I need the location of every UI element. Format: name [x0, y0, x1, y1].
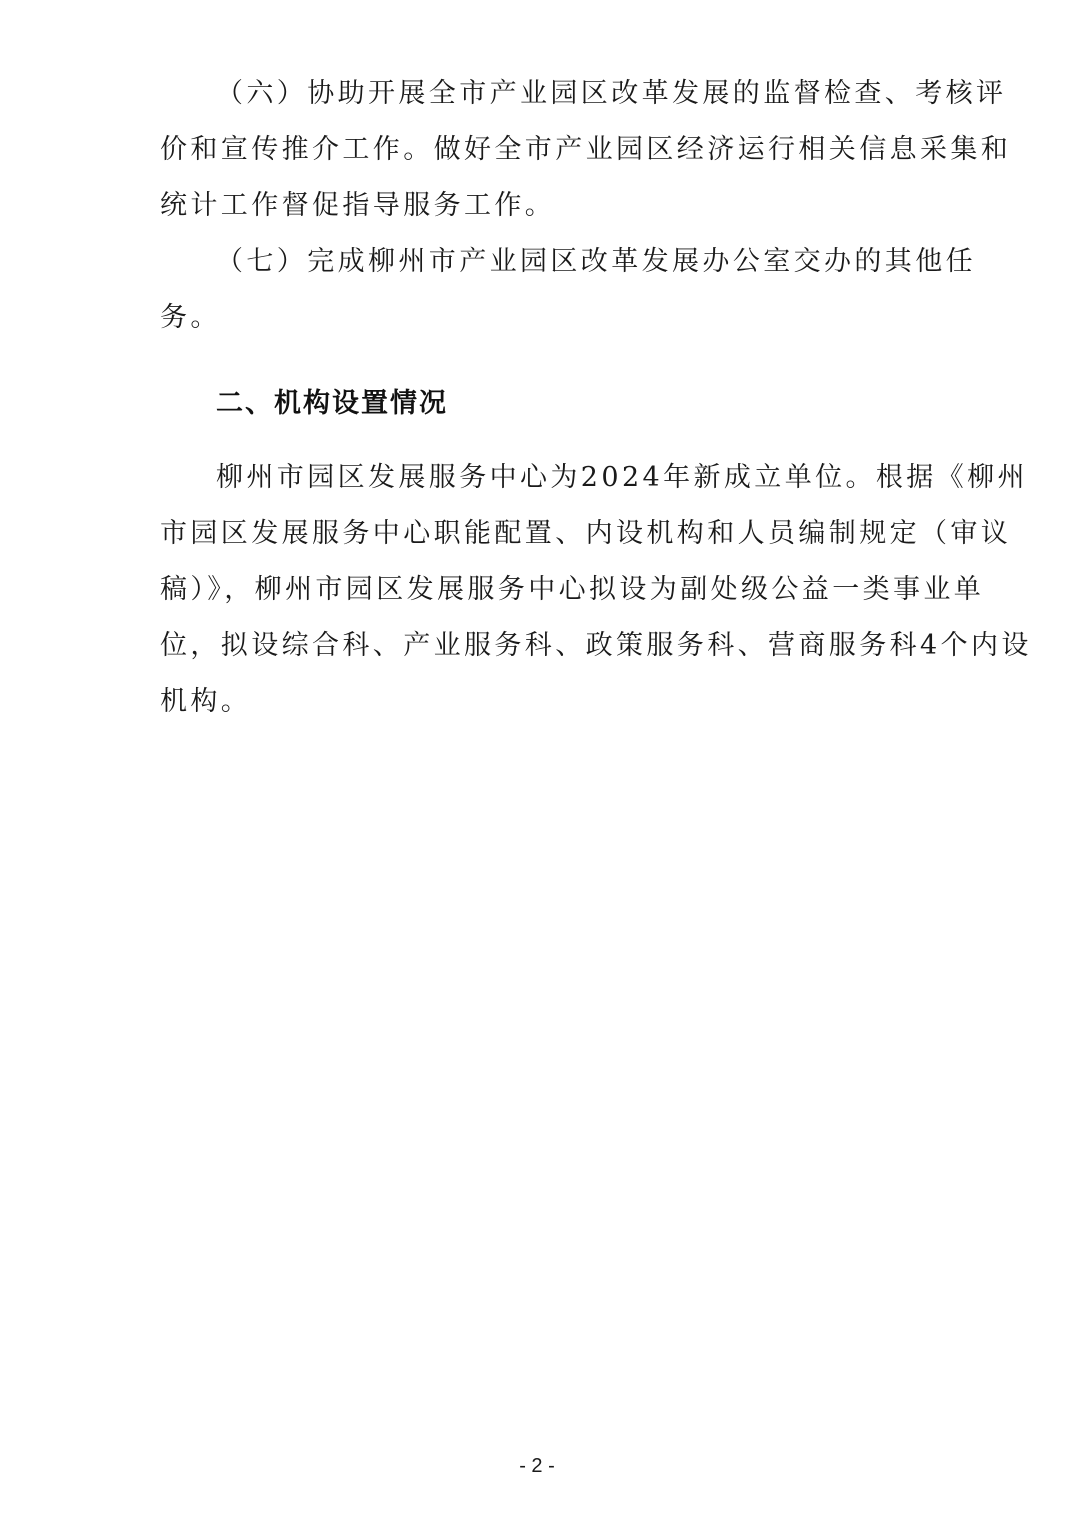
- paragraph-line: （六）协助开展全市产业园区改革发展的监督检查、考核评: [216, 78, 1007, 109]
- paragraph-line: 机构。: [160, 686, 252, 717]
- document-body: [160, 66, 1032, 730]
- paragraph-line: 价和宣传推介工作。做好全市产业园区经济运行相关信息采集和: [160, 134, 1012, 165]
- paragraph-line: 稿）》，柳州市园区发展服务中心拟设为副处级公益一类事业单: [160, 574, 985, 605]
- paragraph-line: 市园区发展服务中心职能配置、内设机构和人员编制规定（审议: [160, 518, 1012, 549]
- paragraph-duty-6: [160, 66, 1012, 234]
- page-number: - 2 -: [519, 1455, 555, 1477]
- paragraph-line: 位，拟设综合科、产业服务科、政策服务科、营商服务科4个内设: [160, 630, 1032, 661]
- paragraph-duty-7: [160, 234, 976, 346]
- section-heading: 二、机构设置情况: [216, 388, 448, 419]
- paragraph-line: （七）完成柳州市产业园区改革发展办公室交办的其他任: [216, 246, 976, 277]
- paragraph-organization: [160, 450, 1032, 730]
- paragraph-line: 统计工作督促指导服务工作。: [160, 190, 556, 221]
- paragraph-line: 柳州市园区发展服务中心为2024年新成立单位。根据《柳州: [216, 462, 1028, 493]
- paragraph-line: 务。: [160, 302, 221, 333]
